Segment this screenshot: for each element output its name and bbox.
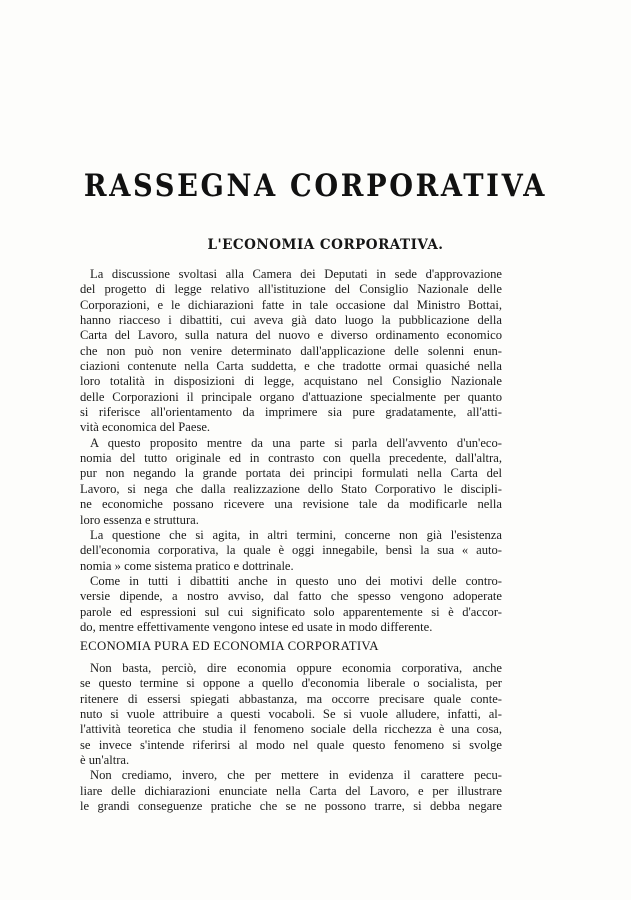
text-line: se questo termine si oppone a quello d'economia liberale o socialista, per — [80, 676, 502, 691]
text-line: nomia del tutto originale ed in contrasto con quella precedente, dall'altra, — [80, 451, 502, 466]
text-line: loro essenza e struttura. — [80, 512, 199, 527]
text-line: ne economiche possano ricevere una revisione tale da modificarle nella — [80, 497, 502, 512]
text-line: ritenere di essersi spiegati abbastanza, ma occorre precisare quale conte- — [80, 691, 502, 706]
text-line: pur non negando la grande portata dei principi formulati nella Carta del — [80, 466, 502, 481]
text-line: che non può non venire determinato dall'applicazione delle solenni enun- — [80, 343, 502, 358]
text-line: Non crediamo, invero, che per mettere in evidenza il carattere pecu- — [90, 768, 502, 783]
text-line: loro totalità in disposizioni di legge, acquistano nel Consiglio Nazionale — [80, 374, 502, 389]
text-line: Carta del Lavoro, sulla natura del nuovo e diverso ordinamento economico — [80, 328, 502, 343]
text-line: ciazioni contenute nella Carta suddetta, e che tradotte ormai quasiché nella — [80, 359, 502, 374]
text-line: do, mentre effettivamente vengono intese ed usate in modo differente. — [80, 619, 433, 634]
text-line: le grandi conseguenze pratiche che se ne possono trarre, si debba negare — [80, 799, 502, 814]
text-line: A questo proposito mentre da una parte si parla dell'avvento d'un'eco- — [90, 435, 502, 450]
text-line: nuto si vuole attribuire a questi vocaboli. Se si vuole alludere, infatti, al- — [80, 707, 502, 722]
text-line: Come in tutti i dibattiti anche in questo uno dei motivi delle contro- — [90, 573, 502, 588]
text-line: del progetto di legge relativo all'istituzione del Consiglio Nazionale delle — [80, 282, 502, 297]
text-line: La discussione svoltasi alla Camera dei Deputati in sede d'approvazione — [90, 267, 502, 281]
text-line: parole ed espressioni sul cui significato solo apparentemente si è d'accor- — [80, 604, 502, 619]
section-heading: ECONOMIA PURA ED ECONOMIA CORPORATIVA — [80, 639, 379, 653]
text-line: liare delle dichiarazioni enunciate nella Carta del Lavoro, e per illustrare — [80, 783, 502, 798]
text-line: dell'economia corporativa, la quale è oggi innegabile, bensì la sua « auto- — [80, 543, 502, 558]
text-line: nomia » come sistema pratico e dottrinale. — [80, 558, 294, 573]
text-line: Non basta, perciò, dire economia oppure economia corporativa, anche — [90, 661, 502, 675]
text-line: Corporazioni, e le dichiarazioni fatte in tale occasione dal Ministro Bottai, — [80, 297, 502, 312]
text-line: Lavoro, si nega che dalla realizzazione dello Stato Corporativo le discipli- — [80, 481, 502, 496]
text-line: è un'altra. — [80, 753, 130, 768]
page-title: RASSEGNA CORPORATIVA — [83, 168, 548, 204]
text-line: versie dipende, a nostro avviso, dal fatto che spesso vengono adoperate — [80, 589, 502, 604]
text-line: La questione che si agita, in altri termini, concerne non già l'esistenza — [90, 527, 502, 542]
paragraph-block-2 — [80, 661, 502, 814]
text-line: l'attività teoretica che studia il fenomeno sociale della ricchezza è una cosa, — [80, 722, 502, 737]
text-line: delle Corporazioni il principale organo d'attuazione specialmente per quanto — [80, 389, 502, 404]
text-line: se invece s'intende riferirsi al modo nel quale questo fenomeno si svolge — [80, 737, 502, 752]
article-title: L'ECONOMIA CORPORATIVA. — [207, 237, 444, 253]
text-line: vità economica del Paese. — [80, 420, 211, 435]
text-line: si riferisce all'orientamento da imprimere sia pure gradatamente, all'atti- — [80, 405, 502, 420]
text-line: hanno riacceso i dibattiti, cui aveva già dato luogo la pubblicazione della — [80, 313, 502, 328]
paragraph-block-1 — [80, 267, 502, 635]
